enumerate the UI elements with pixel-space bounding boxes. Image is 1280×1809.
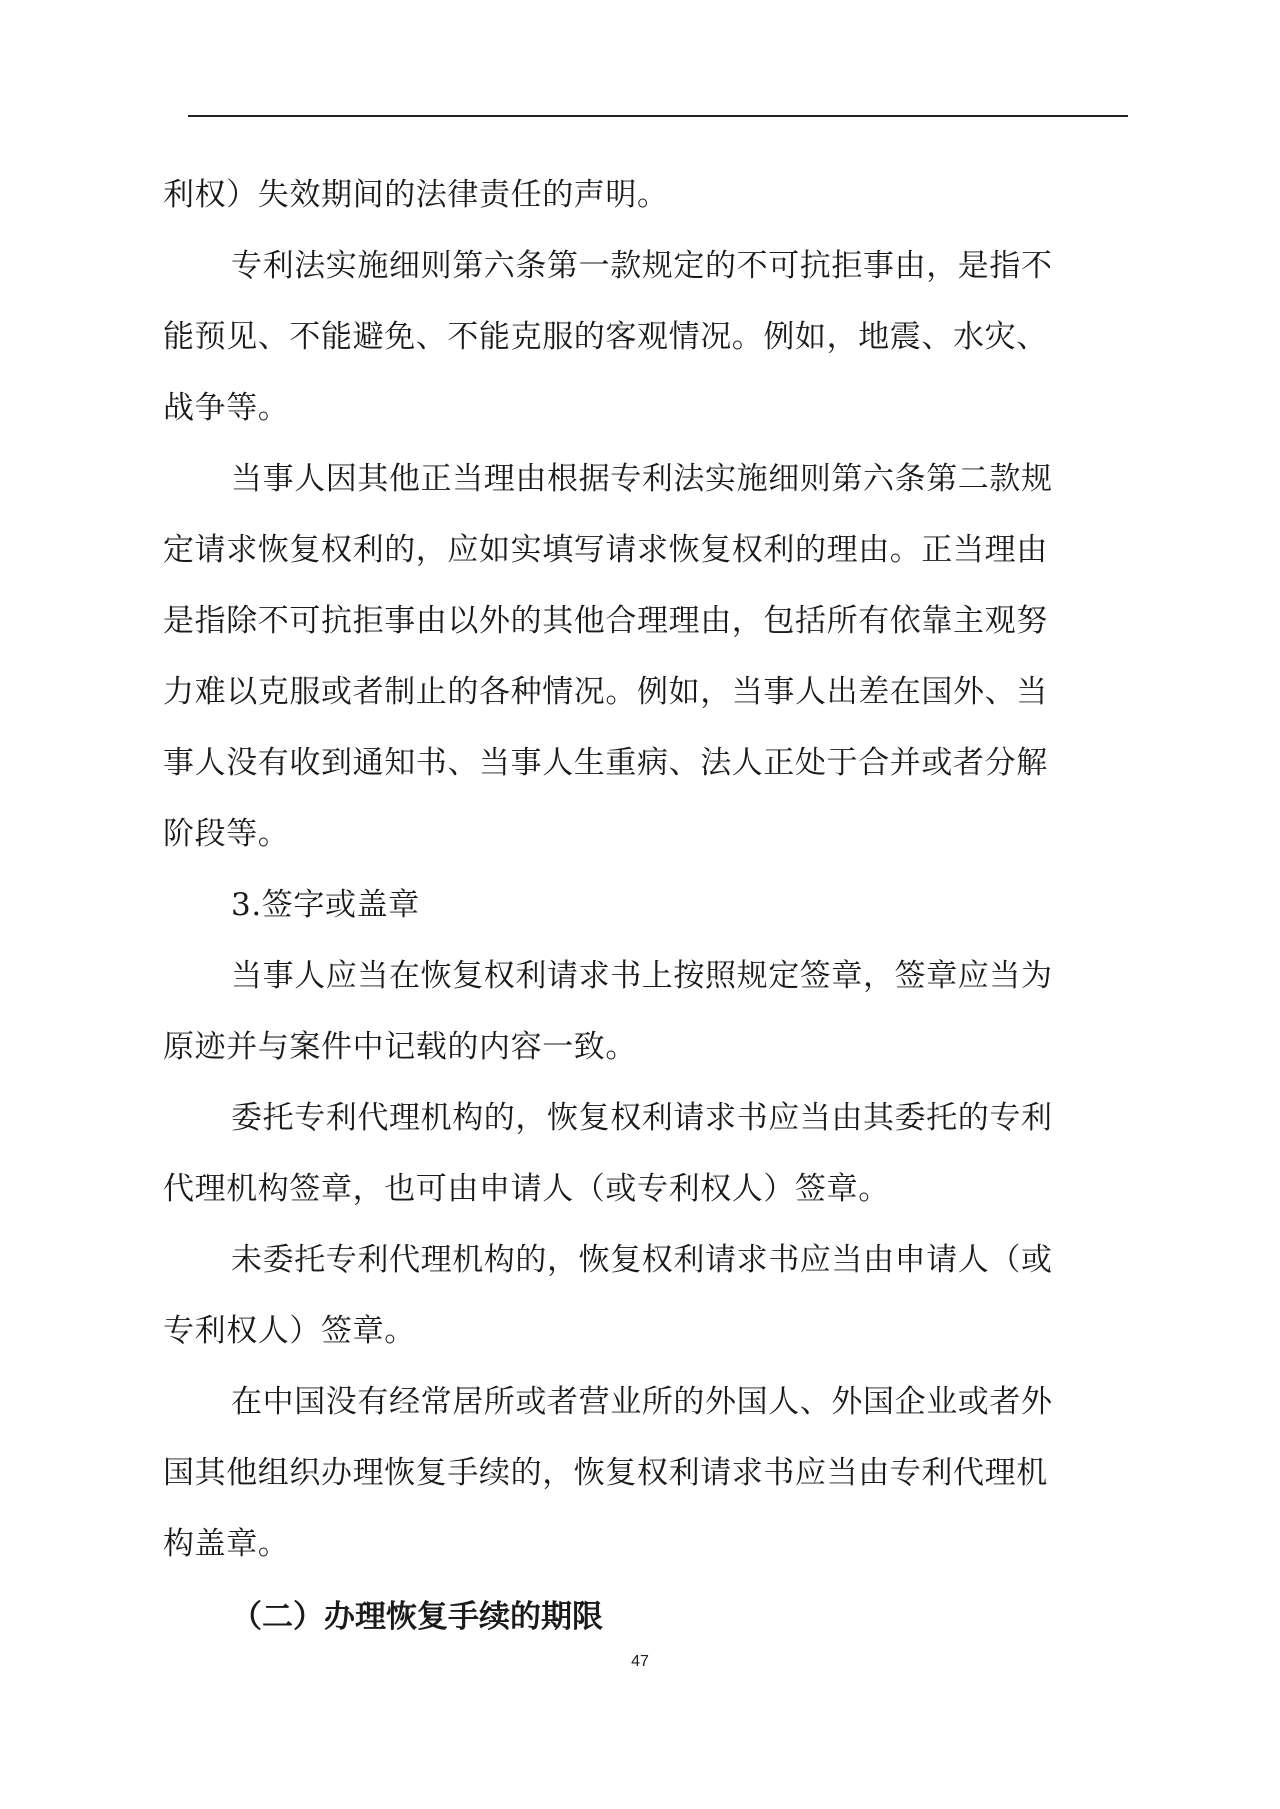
paragraph-line: 力难以克服或者制止的各种情况。例如，当事人出差在国外、当 bbox=[163, 674, 1048, 710]
paragraph-line: 是指除不可抗拒事由以外的其他合理理由，包括所有依靠主观努 bbox=[163, 603, 1048, 639]
header-rule bbox=[188, 115, 1128, 117]
paragraph-line: 构盖章。 bbox=[163, 1526, 290, 1562]
page-number: 47 bbox=[631, 1653, 649, 1670]
paragraph-line: 能预见、不能避免、不能克服的客观情况。例如，地震、水灾、 bbox=[163, 319, 1048, 355]
document-body bbox=[163, 160, 1123, 1655]
paragraph-line: 事人没有收到通知书、当事人生重病、法人正处于合并或者分解 bbox=[163, 745, 1048, 781]
paragraph-line: 当事人因其他正当理由根据专利法实施细则第六条第二款规 bbox=[231, 461, 1053, 497]
paragraph-line: 委托专利代理机构的，恢复权利请求书应当由其委托的专利 bbox=[231, 1100, 1053, 1136]
paragraph-line: 专利法实施细则第六条第一款规定的不可抗拒事由，是指不 bbox=[231, 248, 1053, 284]
section-heading: （二）办理恢复手续的期限 bbox=[231, 1599, 603, 1635]
paragraph-line: 战争等。 bbox=[163, 390, 290, 426]
paragraph-line: 定请求恢复权利的，应如实填写请求恢复权利的理由。正当理由 bbox=[163, 532, 1048, 568]
subheading-signature: 3.签字或盖章 bbox=[231, 887, 420, 923]
paragraph-line: 代理机构签章，也可由申请人（或专利权人）签章。 bbox=[163, 1171, 890, 1207]
paragraph-line: 阶段等。 bbox=[163, 816, 290, 852]
paragraph-line: 国其他组织办理恢复手续的，恢复权利请求书应当由专利代理机 bbox=[163, 1455, 1048, 1491]
paragraph-line: 未委托专利代理机构的，恢复权利请求书应当由申请人（或 bbox=[231, 1242, 1053, 1278]
paragraph-line: 在中国没有经常居所或者营业所的外国人、外国企业或者外 bbox=[231, 1384, 1053, 1420]
paragraph-line: 当事人应当在恢复权利请求书上按照规定签章，签章应当为 bbox=[231, 958, 1053, 994]
paragraph-line: 原迹并与案件中记载的内容一致。 bbox=[163, 1029, 637, 1065]
paragraph-line: 专利权人）签章。 bbox=[163, 1313, 416, 1349]
paragraph-line: 利权）失效期间的法律责任的声明。 bbox=[163, 177, 669, 213]
